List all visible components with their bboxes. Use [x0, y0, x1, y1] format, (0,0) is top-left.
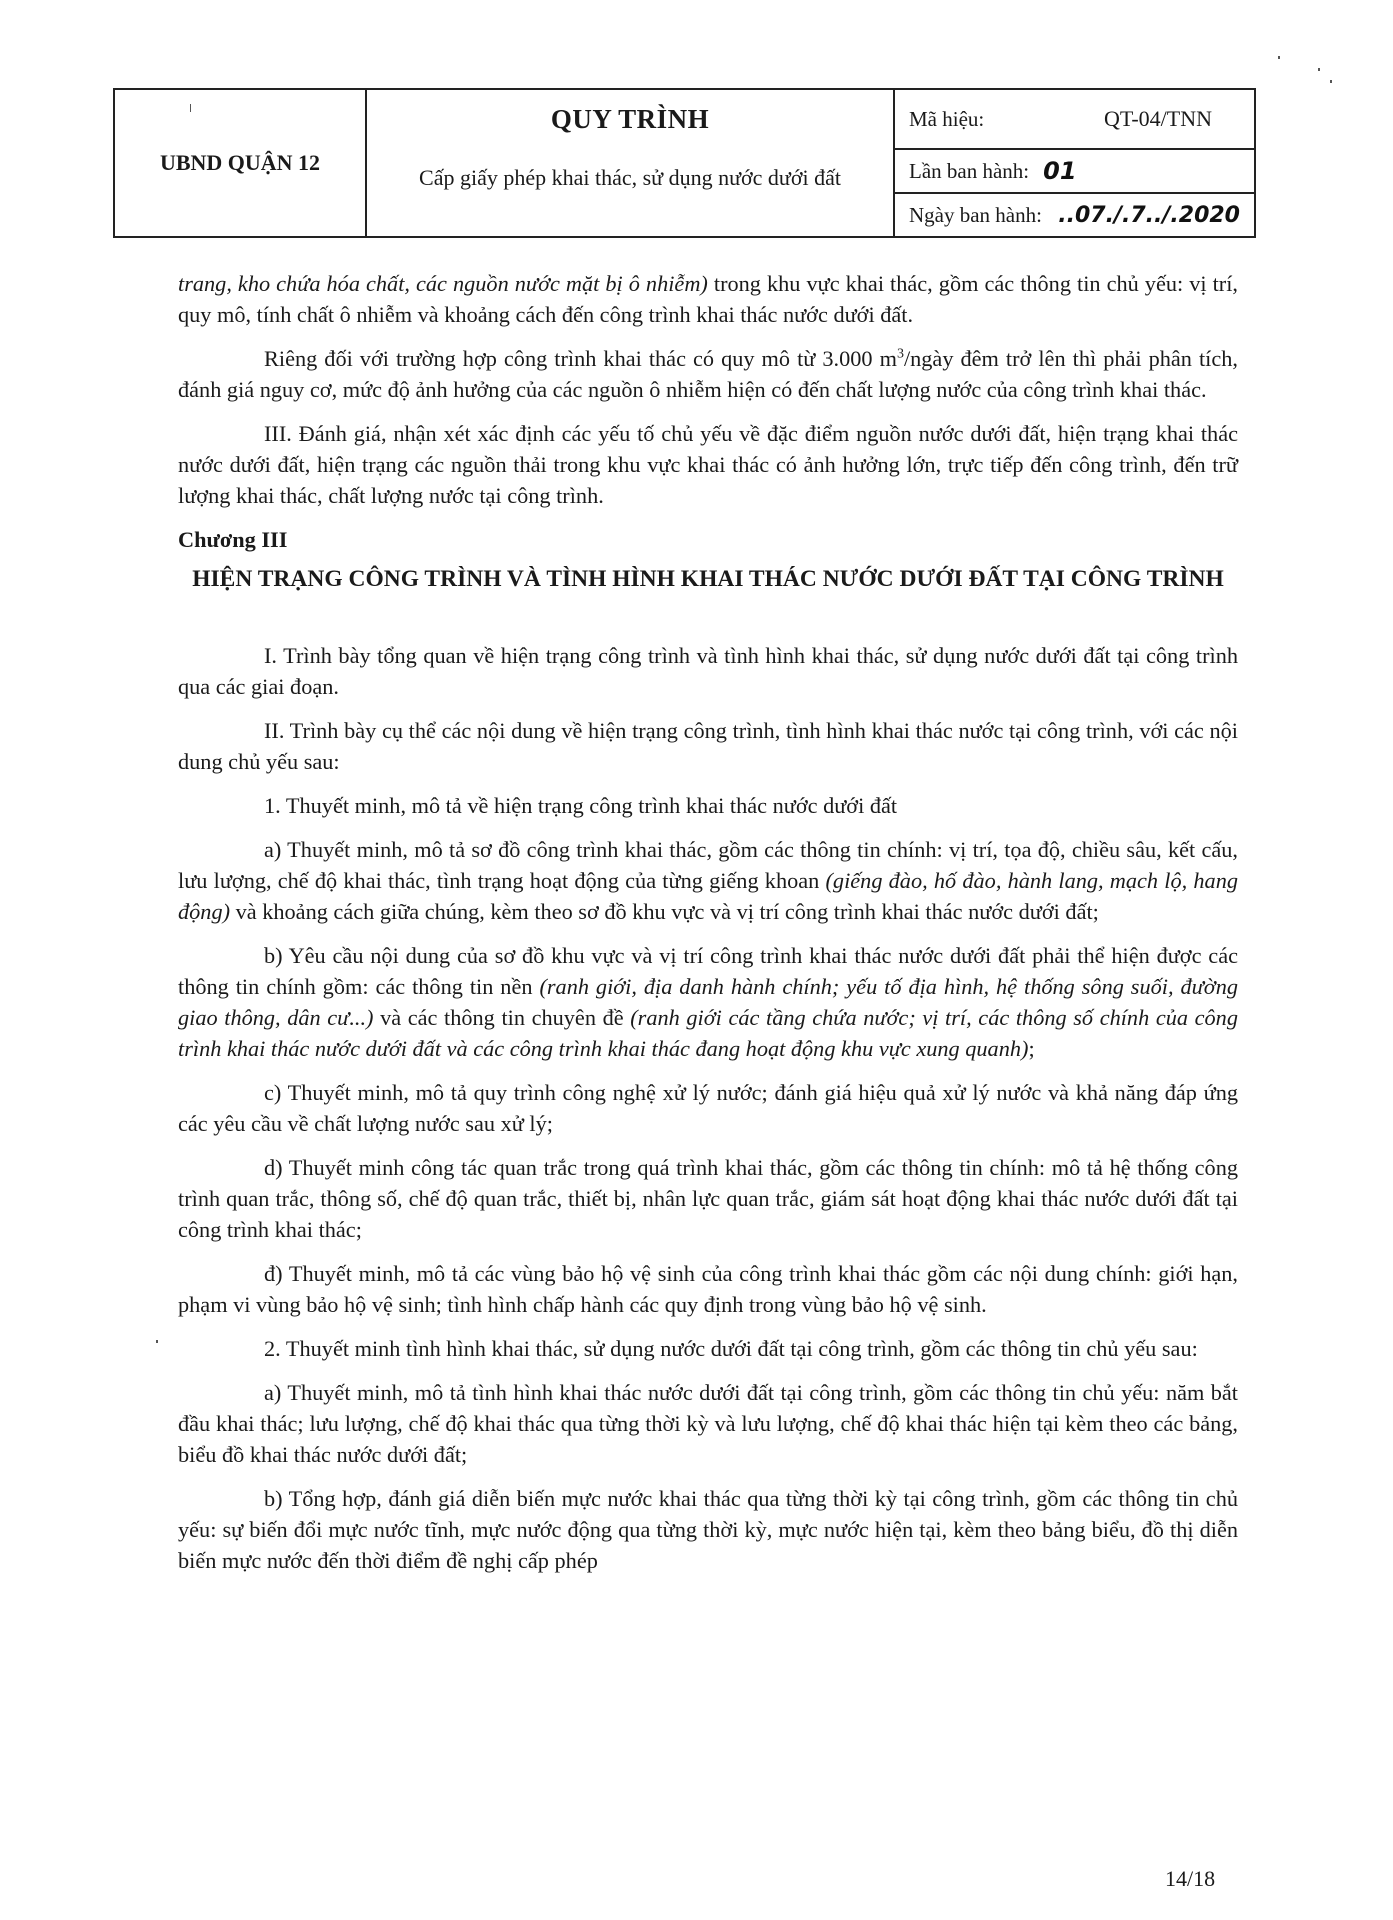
paragraph: 2. Thuyết minh tình hình khai thác, sử dụng nước dưới đất tại công trình, gồm các thông tin chủ yếu sau:: [264, 1336, 1198, 1361]
paragraph: [178, 268, 1238, 330]
paragraph: [178, 940, 1238, 1064]
code-row: [895, 90, 1254, 148]
paragraph: 1. Thuyết minh, mô tả về hiện trạng công trình khai thác nước dưới đất: [264, 793, 898, 818]
italic-text: trang, kho chứa hóa chất, các nguồn nước mặt bị ô nhiễm): [178, 271, 708, 296]
code-value: QT-04/TNN: [1104, 106, 1212, 131]
date-value: ..07./.7../.2020: [1058, 202, 1240, 228]
document-body: [178, 268, 1238, 1589]
text: và các thông tin chuyên đề: [373, 1005, 631, 1030]
italic-text: (ranh giới các tầng chứa nước; vị trí, các thông số chính của công trình khai thác nước dưới đất và các công trình khai thác đang hoạt động khu vực xung quanh): [178, 1005, 1238, 1061]
procedure-title: QUY TRÌNH: [550, 104, 710, 134]
paragraph: III. Đánh giá, nhận xét xác định các yếu tố chủ yếu về đặc điểm nguồn nước dưới đất, hiện trạng khai thác nước dưới đất, hiện trạng các nguồn thải trong khu vực khai thác có ảnh hưởng lớn, trực tiếp đến công trình, đến trữ lượng khai thác, chất lượng nước tại công trình.: [178, 421, 1238, 508]
paragraph: a) Thuyết minh, mô tả tình hình khai thác nước dưới đất tại công trình, gồm các thông tin chủ yếu: năm bắt đầu khai thác; lưu lượng, chế độ khai thác qua từng thời kỳ và lưu lượng, chế độ khai thác hiện tại kèm theo các bảng, biểu đồ khai thác nước dưới đất;: [178, 1380, 1238, 1467]
paragraph: I. Trình bày tổng quan về hiện trạng công trình và tình hình khai thác, sử dụng nước dưới đất tại công trình qua các giai đoạn.: [178, 643, 1238, 699]
paragraph: c) Thuyết minh, mô tả quy trình công nghệ xử lý nước; đánh giá hiệu quả xử lý nước và khả năng đáp ứng các yêu cầu về chất lượng nước sau xử lý;: [178, 1080, 1238, 1136]
paragraph: đ) Thuyết minh, mô tả các vùng bảo hộ vệ sinh của công trình khai thác gồm các nội dung chính: giới hạn, phạm vi vùng bảo hộ vệ sinh; tình hình chấp hành các quy định trong vùng bảo hộ vệ sinh.: [178, 1261, 1238, 1317]
scan-speck: [1318, 68, 1320, 71]
paragraph: b) Tổng hợp, đánh giá diễn biến mực nước khai thác qua từng thời kỳ tại công trình, gồm các thông tin chủ yếu: sự biến đổi mực nước tĩnh, mực nước động qua từng thời kỳ, mực nước hiện tại, kèm theo bảng biểu, đồ thị diễn biến mực nước đến thời điểm đề nghị cấp phép: [178, 1486, 1238, 1573]
chapter-label: Chương III: [178, 527, 288, 552]
code-label: Mã hiệu:: [909, 106, 985, 131]
issue-value: 01: [1043, 157, 1077, 185]
italic-text: (ranh giới, địa danh hành chính; yếu tố địa hình, hệ thống sông suối, đường giao thông, dân cư...): [178, 974, 1238, 1030]
chapter-heading: HIỆN TRẠNG CÔNG TRÌNH VÀ TÌNH HÌNH KHAI THÁC NƯỚC DƯỚI ĐẤT TẠI CÔNG TRÌNH: [192, 566, 1224, 592]
procedure-title-cell: [367, 90, 895, 236]
text: b) Yêu cầu nội dung của sơ đồ khu vực và vị trí công trình khai thác nước dưới đất phải thể hiện được các thông tin chính gồm: các thông tin nền: [178, 943, 1238, 999]
document-meta: [895, 90, 1254, 236]
paragraph: II. Trình bày cụ thể các nội dung về hiện trạng công trình, tình hình khai thác nước tại công trình, với các nội dung chủ yếu sau:: [178, 718, 1238, 774]
italic-text: (giếng đào, hố đào, hành lang, mạch lộ, hang động): [178, 868, 1238, 924]
page-number: 14/18: [1165, 1866, 1216, 1891]
scan-speck: [156, 1340, 158, 1343]
text: a) Thuyết minh, mô tả sơ đồ công trình khai thác, gồm các thông tin chính: vị trí, tọa độ, chiều sâu, kết cấu, lưu lượng, chế độ khai thác, tình trạng hoạt động của từng giếng khoan: [178, 837, 1238, 893]
text: và khoảng cách giữa chúng, kèm theo sơ đồ khu vực và vị trí công trình khai thác nước dưới đất;: [230, 899, 1099, 924]
organization-name: UBND QUẬN 12: [115, 90, 367, 236]
procedure-subtitle: Cấp giấy phép khai thác, sử dụng nước dưới đất: [419, 165, 841, 190]
text: trong khu vực khai thác, gồm các thông tin chủ yếu: vị trí, quy mô, tính chất ô nhiễm và khoảng cách đến công trình khai thác nước dưới đất.: [178, 271, 1238, 327]
scan-speck: [1278, 56, 1280, 59]
scan-speck: [1330, 80, 1332, 83]
date-row: [895, 192, 1254, 236]
issue-row: [895, 148, 1254, 192]
paragraph: d) Thuyết minh công tác quan trắc trong quá trình khai thác, gồm các thông tin chính: mô tả hệ thống công trình quan trắc, thông số, chế độ quan trắc, thiết bị, nhân lực quan trắc, giám sát hoạt động khai thác nước dưới đất tại công trình khai thác;: [178, 1155, 1238, 1242]
text: ;: [1028, 1036, 1035, 1061]
text: /ngày đêm trở lên thì phải phân tích, đánh giá nguy cơ, mức độ ảnh hưởng của các nguồn ô nhiễm hiện có đến chất lượng nước của công trình khai thác.: [178, 346, 1238, 402]
superscript: 3: [896, 346, 904, 362]
text: Riêng đối với trường hợp công trình khai thác có quy mô từ 3.000 m: [264, 346, 897, 371]
issue-label: Lần ban hành:: [909, 158, 1030, 183]
paragraph: [178, 343, 1238, 405]
date-label: Ngày ban hành:: [909, 202, 1042, 227]
document-header-table: [113, 88, 1256, 238]
paragraph: [178, 834, 1238, 927]
